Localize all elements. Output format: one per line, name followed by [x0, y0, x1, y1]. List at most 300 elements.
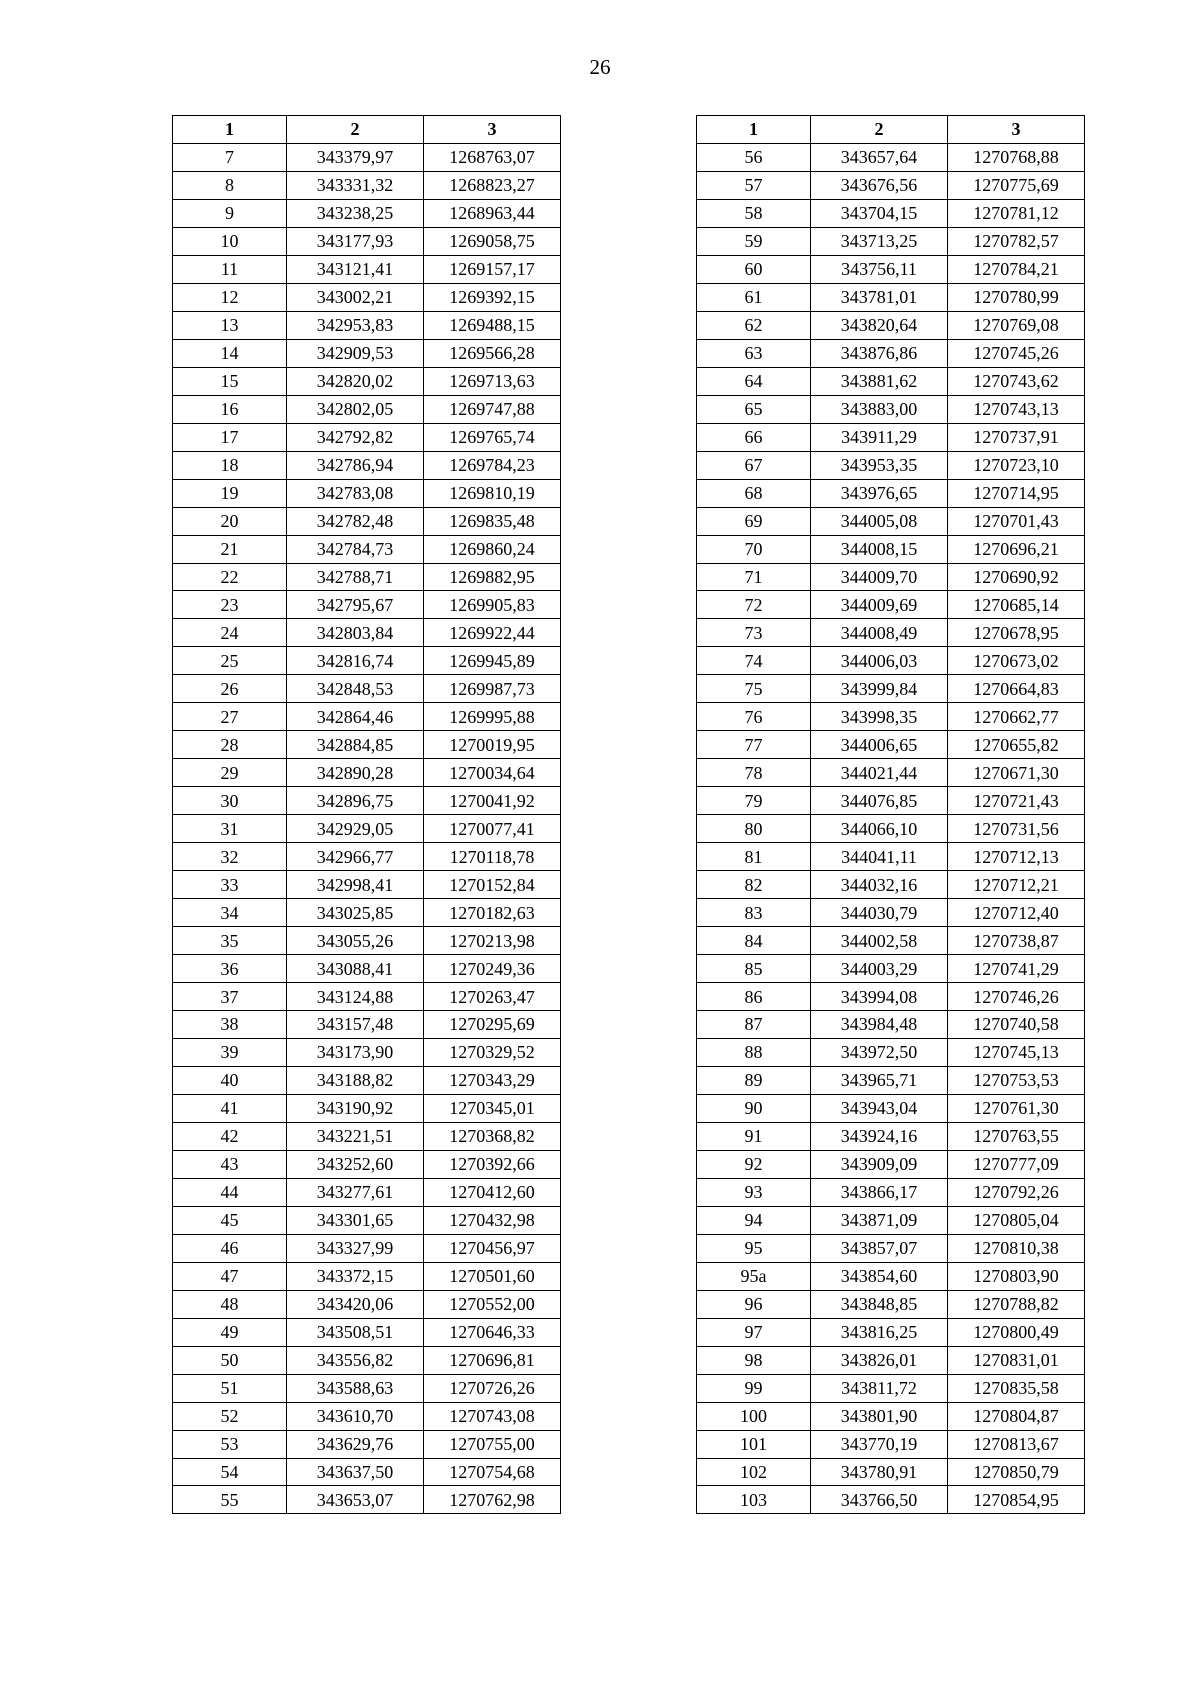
coordinate-y-cell: 1269882,95 — [424, 563, 561, 591]
column-header: 2 — [287, 116, 424, 144]
point-number-cell: 23 — [173, 591, 287, 619]
point-number-cell: 46 — [173, 1234, 287, 1262]
coordinate-x-cell: 342909,53 — [287, 339, 424, 367]
coordinate-y-cell: 1270768,88 — [948, 143, 1085, 171]
coordinate-y-cell: 1270745,26 — [948, 339, 1085, 367]
point-number-cell: 51 — [173, 1374, 287, 1402]
coordinate-x-cell: 343025,85 — [287, 899, 424, 927]
coordinate-y-cell: 1270777,09 — [948, 1150, 1085, 1178]
point-number-cell: 37 — [173, 983, 287, 1011]
coordinate-x-cell: 342953,83 — [287, 311, 424, 339]
point-number-cell: 59 — [697, 227, 811, 255]
coordinate-x-cell: 343994,08 — [811, 983, 948, 1011]
coordinate-y-cell: 1270782,57 — [948, 227, 1085, 255]
coordinate-y-cell: 1269747,88 — [424, 395, 561, 423]
table-row — [173, 255, 561, 283]
coordinate-y-cell: 1270662,77 — [948, 703, 1085, 731]
point-number-cell: 9 — [173, 199, 287, 227]
point-number-cell: 103 — [697, 1486, 811, 1514]
table-row — [173, 1011, 561, 1039]
coordinate-x-cell: 343121,41 — [287, 255, 424, 283]
table-row — [173, 1066, 561, 1094]
coordinate-x-cell: 344030,79 — [811, 899, 948, 927]
coordinate-x-cell: 343871,09 — [811, 1206, 948, 1234]
coordinate-x-cell: 343972,50 — [811, 1038, 948, 1066]
table-row — [173, 1346, 561, 1374]
coordinate-x-cell: 343379,97 — [287, 143, 424, 171]
coordinate-x-cell: 343965,71 — [811, 1066, 948, 1094]
table-row — [173, 843, 561, 871]
coordinate-y-cell: 1270678,95 — [948, 619, 1085, 647]
table-row — [697, 1038, 1085, 1066]
table-row — [697, 815, 1085, 843]
point-number-cell: 13 — [173, 311, 287, 339]
point-number-cell: 11 — [173, 255, 287, 283]
point-number-cell: 101 — [697, 1430, 811, 1458]
point-number-cell: 96 — [697, 1290, 811, 1318]
coordinate-x-cell: 342816,74 — [287, 647, 424, 675]
coordinate-x-cell: 343173,90 — [287, 1038, 424, 1066]
table-row — [697, 1430, 1085, 1458]
point-number-cell: 44 — [173, 1178, 287, 1206]
point-number-cell: 39 — [173, 1038, 287, 1066]
coordinate-x-cell: 343124,88 — [287, 983, 424, 1011]
table-row — [697, 563, 1085, 591]
table-row — [173, 535, 561, 563]
table-row — [173, 1038, 561, 1066]
coordinate-y-cell: 1270792,26 — [948, 1178, 1085, 1206]
table-row — [173, 619, 561, 647]
table-row — [173, 143, 561, 171]
coordinate-y-cell: 1270775,69 — [948, 171, 1085, 199]
point-number-cell: 57 — [697, 171, 811, 199]
table-row — [173, 1178, 561, 1206]
coordinate-x-cell: 343826,01 — [811, 1346, 948, 1374]
coordinate-x-cell: 343848,85 — [811, 1290, 948, 1318]
coordinate-y-cell: 1270696,21 — [948, 535, 1085, 563]
coordinate-y-cell: 1269058,75 — [424, 227, 561, 255]
coordinate-x-cell: 343653,07 — [287, 1486, 424, 1514]
coordinate-y-cell: 1270743,62 — [948, 367, 1085, 395]
coordinate-y-cell: 1270701,43 — [948, 507, 1085, 535]
coordinate-y-cell: 1270501,60 — [424, 1262, 561, 1290]
point-number-cell: 56 — [697, 143, 811, 171]
table-row — [697, 871, 1085, 899]
point-number-cell: 15 — [173, 367, 287, 395]
point-number-cell: 7 — [173, 143, 287, 171]
point-number-cell: 76 — [697, 703, 811, 731]
coordinate-y-cell: 1270118,78 — [424, 843, 561, 871]
table-row — [173, 1094, 561, 1122]
coordinates-table-left — [172, 115, 561, 1514]
coordinate-x-cell: 343999,84 — [811, 675, 948, 703]
coordinate-x-cell: 344009,69 — [811, 591, 948, 619]
point-number-cell: 36 — [173, 955, 287, 983]
table-row — [697, 983, 1085, 1011]
coordinate-y-cell: 1270850,79 — [948, 1458, 1085, 1486]
point-number-cell: 47 — [173, 1262, 287, 1290]
coordinate-y-cell: 1270831,01 — [948, 1346, 1085, 1374]
table-row — [697, 1150, 1085, 1178]
point-number-cell: 75 — [697, 675, 811, 703]
coordinate-x-cell: 342803,84 — [287, 619, 424, 647]
coordinate-x-cell: 343766,50 — [811, 1486, 948, 1514]
coordinate-x-cell: 343866,17 — [811, 1178, 948, 1206]
coordinate-y-cell: 1268763,07 — [424, 143, 561, 171]
coordinate-y-cell: 1270804,87 — [948, 1402, 1085, 1430]
point-number-cell: 64 — [697, 367, 811, 395]
point-number-cell: 25 — [173, 647, 287, 675]
coordinate-y-cell: 1270805,04 — [948, 1206, 1085, 1234]
table-row — [173, 759, 561, 787]
coordinate-x-cell: 343177,93 — [287, 227, 424, 255]
coordinate-y-cell: 1269157,17 — [424, 255, 561, 283]
coordinate-x-cell: 342929,05 — [287, 815, 424, 843]
point-number-cell: 67 — [697, 451, 811, 479]
coordinate-x-cell: 343637,50 — [287, 1458, 424, 1486]
point-number-cell: 84 — [697, 927, 811, 955]
point-number-cell: 63 — [697, 339, 811, 367]
table-row — [173, 703, 561, 731]
table-row — [697, 731, 1085, 759]
point-number-cell: 38 — [173, 1011, 287, 1039]
point-number-cell: 53 — [173, 1430, 287, 1458]
table-row — [173, 591, 561, 619]
coordinate-x-cell: 343657,64 — [811, 143, 948, 171]
coordinate-y-cell: 1269765,74 — [424, 423, 561, 451]
table-row — [173, 1318, 561, 1346]
point-number-cell: 82 — [697, 871, 811, 899]
coordinate-y-cell: 1270810,38 — [948, 1234, 1085, 1262]
table-row — [697, 619, 1085, 647]
table-row — [173, 871, 561, 899]
column-header: 3 — [948, 116, 1085, 144]
table-row — [697, 535, 1085, 563]
coordinate-y-cell: 1270077,41 — [424, 815, 561, 843]
coordinate-y-cell: 1270664,83 — [948, 675, 1085, 703]
coordinate-y-cell: 1270769,08 — [948, 311, 1085, 339]
table-row — [697, 1178, 1085, 1206]
coordinate-x-cell: 344076,85 — [811, 787, 948, 815]
coordinate-x-cell: 343881,62 — [811, 367, 948, 395]
point-number-cell: 32 — [173, 843, 287, 871]
point-number-cell: 91 — [697, 1122, 811, 1150]
coordinate-x-cell: 344002,58 — [811, 927, 948, 955]
coordinate-y-cell: 1270762,98 — [424, 1486, 561, 1514]
table-body — [697, 143, 1085, 1513]
coordinate-x-cell: 342864,46 — [287, 703, 424, 731]
table-row — [697, 1374, 1085, 1402]
point-number-cell: 80 — [697, 815, 811, 843]
coordinate-x-cell: 342784,73 — [287, 535, 424, 563]
coordinate-y-cell: 1270712,21 — [948, 871, 1085, 899]
coordinate-y-cell: 1270412,60 — [424, 1178, 561, 1206]
point-number-cell: 65 — [697, 395, 811, 423]
coordinate-y-cell: 1270343,29 — [424, 1066, 561, 1094]
point-number-cell: 99 — [697, 1374, 811, 1402]
coordinate-y-cell: 1270646,33 — [424, 1318, 561, 1346]
coordinate-y-cell: 1269392,15 — [424, 283, 561, 311]
coordinate-y-cell: 1269784,23 — [424, 451, 561, 479]
point-number-cell: 68 — [697, 479, 811, 507]
table-row — [697, 395, 1085, 423]
coordinate-y-cell: 1269566,28 — [424, 339, 561, 367]
coordinate-x-cell: 343002,21 — [287, 283, 424, 311]
coordinate-y-cell: 1270041,92 — [424, 787, 561, 815]
coordinate-y-cell: 1270761,30 — [948, 1094, 1085, 1122]
coordinate-x-cell: 343780,91 — [811, 1458, 948, 1486]
table-row — [697, 1011, 1085, 1039]
coordinate-y-cell: 1269922,44 — [424, 619, 561, 647]
table-row — [697, 1458, 1085, 1486]
table-row — [173, 171, 561, 199]
coordinate-y-cell: 1270835,58 — [948, 1374, 1085, 1402]
table-row — [697, 1486, 1085, 1514]
table-row — [697, 1206, 1085, 1234]
coordinate-x-cell: 342782,48 — [287, 507, 424, 535]
coordinate-y-cell: 1270726,26 — [424, 1374, 561, 1402]
table-row — [173, 1402, 561, 1430]
table-row — [697, 759, 1085, 787]
coordinate-y-cell: 1270788,82 — [948, 1290, 1085, 1318]
coordinate-x-cell: 343811,72 — [811, 1374, 948, 1402]
coordinate-x-cell: 343820,64 — [811, 311, 948, 339]
coordinate-x-cell: 343943,04 — [811, 1094, 948, 1122]
point-number-cell: 95a — [697, 1262, 811, 1290]
coordinate-y-cell: 1270690,92 — [948, 563, 1085, 591]
table-row — [173, 647, 561, 675]
coordinate-y-cell: 1270753,53 — [948, 1066, 1085, 1094]
table-row — [173, 675, 561, 703]
point-number-cell: 20 — [173, 507, 287, 535]
coordinate-x-cell: 343676,56 — [811, 171, 948, 199]
coordinate-y-cell: 1270754,68 — [424, 1458, 561, 1486]
column-header: 1 — [173, 116, 287, 144]
coordinate-y-cell: 1270671,30 — [948, 759, 1085, 787]
coordinate-x-cell: 343157,48 — [287, 1011, 424, 1039]
coordinate-y-cell: 1269945,89 — [424, 647, 561, 675]
coordinate-y-cell: 1270755,00 — [424, 1430, 561, 1458]
coordinate-x-cell: 343508,51 — [287, 1318, 424, 1346]
point-number-cell: 66 — [697, 423, 811, 451]
table-row — [697, 1066, 1085, 1094]
point-number-cell: 70 — [697, 535, 811, 563]
coordinate-y-cell: 1270743,13 — [948, 395, 1085, 423]
table-row — [697, 1318, 1085, 1346]
table-row — [173, 1374, 561, 1402]
coordinates-table-right — [696, 115, 1085, 1514]
coordinate-y-cell: 1270345,01 — [424, 1094, 561, 1122]
coordinate-x-cell: 343055,26 — [287, 927, 424, 955]
point-number-cell: 69 — [697, 507, 811, 535]
point-number-cell: 30 — [173, 787, 287, 815]
coordinate-x-cell: 343327,99 — [287, 1234, 424, 1262]
coordinate-x-cell: 344005,08 — [811, 507, 948, 535]
column-header: 3 — [424, 116, 561, 144]
coordinate-y-cell: 1270392,66 — [424, 1150, 561, 1178]
table-row — [697, 675, 1085, 703]
table-row — [173, 731, 561, 759]
coordinate-x-cell: 343924,16 — [811, 1122, 948, 1150]
coordinate-x-cell: 342792,82 — [287, 423, 424, 451]
point-number-cell: 14 — [173, 339, 287, 367]
table-row — [697, 647, 1085, 675]
table-row — [173, 955, 561, 983]
table-row — [173, 367, 561, 395]
coordinate-x-cell: 344032,16 — [811, 871, 948, 899]
coordinate-x-cell: 343781,01 — [811, 283, 948, 311]
coordinate-x-cell: 343221,51 — [287, 1122, 424, 1150]
coordinate-y-cell: 1270763,55 — [948, 1122, 1085, 1150]
coordinate-x-cell: 342896,75 — [287, 787, 424, 815]
coordinate-x-cell: 343909,09 — [811, 1150, 948, 1178]
point-number-cell: 78 — [697, 759, 811, 787]
table-row — [697, 1234, 1085, 1262]
coordinate-y-cell: 1270655,82 — [948, 731, 1085, 759]
point-number-cell: 10 — [173, 227, 287, 255]
point-number-cell: 18 — [173, 451, 287, 479]
point-number-cell: 88 — [697, 1038, 811, 1066]
coordinate-x-cell: 344003,29 — [811, 955, 948, 983]
coordinate-y-cell: 1268963,44 — [424, 199, 561, 227]
coordinate-y-cell: 1270034,64 — [424, 759, 561, 787]
point-number-cell: 83 — [697, 899, 811, 927]
table-row — [697, 171, 1085, 199]
table-row — [697, 843, 1085, 871]
point-number-cell: 31 — [173, 815, 287, 843]
coordinate-y-cell: 1269905,83 — [424, 591, 561, 619]
table-row — [173, 927, 561, 955]
point-number-cell: 90 — [697, 1094, 811, 1122]
coordinate-y-cell: 1270803,90 — [948, 1262, 1085, 1290]
coordinate-x-cell: 343883,00 — [811, 395, 948, 423]
table-row — [697, 1402, 1085, 1430]
table-row — [697, 927, 1085, 955]
point-number-cell: 60 — [697, 255, 811, 283]
coordinate-y-cell: 1270696,81 — [424, 1346, 561, 1374]
point-number-cell: 33 — [173, 871, 287, 899]
table-row — [173, 395, 561, 423]
coordinate-y-cell: 1270368,82 — [424, 1122, 561, 1150]
coordinate-x-cell: 343876,86 — [811, 339, 948, 367]
table-row — [697, 339, 1085, 367]
coordinate-x-cell: 343088,41 — [287, 955, 424, 983]
coordinate-y-cell: 1270738,87 — [948, 927, 1085, 955]
coordinate-x-cell: 342890,28 — [287, 759, 424, 787]
coordinate-y-cell: 1268823,27 — [424, 171, 561, 199]
point-number-cell: 71 — [697, 563, 811, 591]
page-number: 26 — [589, 55, 611, 79]
table-row — [697, 899, 1085, 927]
coordinate-x-cell: 342820,02 — [287, 367, 424, 395]
coordinate-x-cell: 342966,77 — [287, 843, 424, 871]
table-header-row — [697, 116, 1085, 144]
point-number-cell: 43 — [173, 1150, 287, 1178]
point-number-cell: 93 — [697, 1178, 811, 1206]
point-number-cell: 27 — [173, 703, 287, 731]
coordinate-y-cell: 1270854,95 — [948, 1486, 1085, 1514]
coordinate-y-cell: 1270741,29 — [948, 955, 1085, 983]
table-row — [173, 1234, 561, 1262]
coordinate-y-cell: 1270019,95 — [424, 731, 561, 759]
point-number-cell: 85 — [697, 955, 811, 983]
coordinate-x-cell: 344009,70 — [811, 563, 948, 591]
table-row — [697, 283, 1085, 311]
coordinate-x-cell: 344006,03 — [811, 647, 948, 675]
table-row — [173, 227, 561, 255]
coordinate-x-cell: 343420,06 — [287, 1290, 424, 1318]
coordinate-x-cell: 343610,70 — [287, 1402, 424, 1430]
column-header: 1 — [697, 116, 811, 144]
point-number-cell: 8 — [173, 171, 287, 199]
point-number-cell: 40 — [173, 1066, 287, 1094]
coordinate-x-cell: 343854,60 — [811, 1262, 948, 1290]
coordinate-y-cell: 1270743,08 — [424, 1402, 561, 1430]
table-row — [173, 479, 561, 507]
point-number-cell: 12 — [173, 283, 287, 311]
coordinate-y-cell: 1269987,73 — [424, 675, 561, 703]
coordinate-x-cell: 343556,82 — [287, 1346, 424, 1374]
coordinate-y-cell: 1270800,49 — [948, 1318, 1085, 1346]
point-number-cell: 17 — [173, 423, 287, 451]
table-row — [173, 983, 561, 1011]
point-number-cell: 41 — [173, 1094, 287, 1122]
table-row — [697, 227, 1085, 255]
coordinate-x-cell: 343188,82 — [287, 1066, 424, 1094]
coordinate-y-cell: 1270712,40 — [948, 899, 1085, 927]
point-number-cell: 45 — [173, 1206, 287, 1234]
coordinate-y-cell: 1269713,63 — [424, 367, 561, 395]
coordinate-x-cell: 342848,53 — [287, 675, 424, 703]
coordinate-y-cell: 1270552,00 — [424, 1290, 561, 1318]
point-number-cell: 79 — [697, 787, 811, 815]
table-row — [173, 787, 561, 815]
coordinate-x-cell: 343190,92 — [287, 1094, 424, 1122]
coordinate-x-cell: 343911,29 — [811, 423, 948, 451]
table-row — [697, 1262, 1085, 1290]
coordinate-x-cell: 343953,35 — [811, 451, 948, 479]
table-row — [173, 451, 561, 479]
table-row — [697, 955, 1085, 983]
coordinate-y-cell: 1270740,58 — [948, 1011, 1085, 1039]
point-number-cell: 42 — [173, 1122, 287, 1150]
coordinate-x-cell: 343252,60 — [287, 1150, 424, 1178]
point-number-cell: 35 — [173, 927, 287, 955]
point-number-cell: 16 — [173, 395, 287, 423]
coordinate-x-cell: 342884,85 — [287, 731, 424, 759]
table-body — [173, 143, 561, 1513]
table-row — [697, 1122, 1085, 1150]
column-header: 2 — [811, 116, 948, 144]
table-row — [173, 1150, 561, 1178]
coordinate-y-cell: 1270737,91 — [948, 423, 1085, 451]
coordinate-x-cell: 343984,48 — [811, 1011, 948, 1039]
point-number-cell: 98 — [697, 1346, 811, 1374]
table-row — [173, 1430, 561, 1458]
coordinate-x-cell: 343713,25 — [811, 227, 948, 255]
table-row — [697, 367, 1085, 395]
coordinate-y-cell: 1270263,47 — [424, 983, 561, 1011]
coordinate-x-cell: 344021,44 — [811, 759, 948, 787]
coordinate-x-cell: 342786,94 — [287, 451, 424, 479]
point-number-cell: 86 — [697, 983, 811, 1011]
coordinate-y-cell: 1270213,98 — [424, 927, 561, 955]
coordinate-y-cell: 1269810,19 — [424, 479, 561, 507]
coordinate-y-cell: 1270746,26 — [948, 983, 1085, 1011]
coordinate-y-cell: 1270456,97 — [424, 1234, 561, 1262]
point-number-cell: 77 — [697, 731, 811, 759]
table-row — [173, 1458, 561, 1486]
